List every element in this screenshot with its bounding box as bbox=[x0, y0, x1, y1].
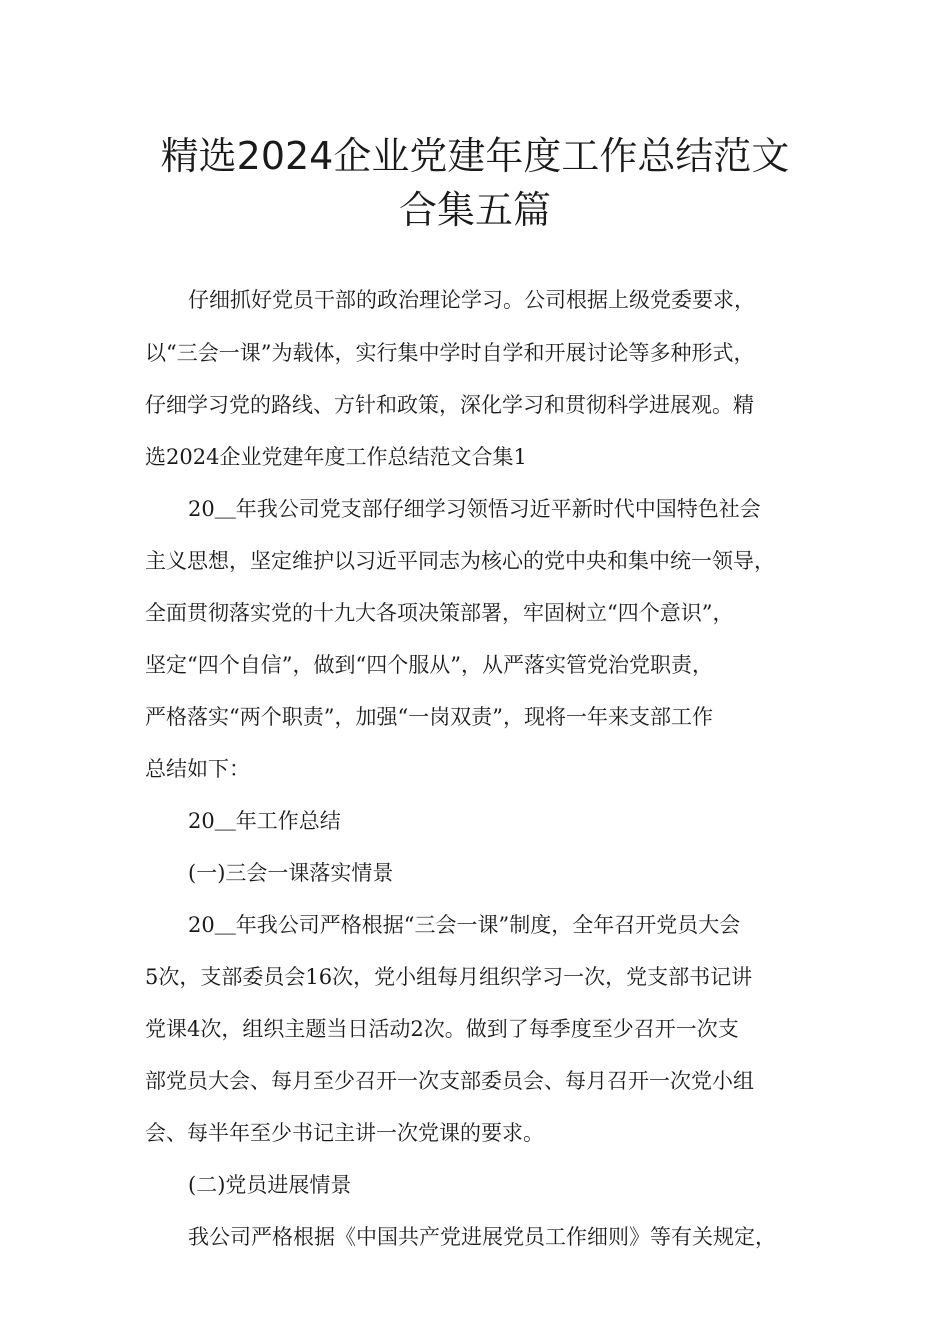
section-heading: (二)党员进展情景 bbox=[188, 1173, 352, 1197]
paragraph-line: 以“三会一课”为载体，实行集中学时自学和开展讨论等多种形式， bbox=[145, 341, 755, 365]
document-title-line-2: 合集五篇 bbox=[398, 188, 551, 232]
paragraph-line: 20＿年我公司党支部仔细学习领悟习近平新时代中国特色社会 bbox=[188, 497, 761, 521]
paragraph-line: 5次，支部委员会16次，党小组每月组织学习一次，党支部书记讲 bbox=[145, 965, 753, 989]
section-heading: 20＿年工作总结 bbox=[188, 809, 341, 833]
paragraph-line: 20＿年我公司严格根据“三会一课”制度，全年召开党员大会 bbox=[188, 913, 741, 937]
paragraph-line: 部党员大会、每月至少召开一次支部委员会、每月召开一次党小组 bbox=[145, 1069, 754, 1093]
paragraph-line: 选2024企业党建年度工作总结范文合集1 bbox=[145, 445, 527, 469]
paragraph-line: 我公司严格根据《中国共产党进展党员工作细则》等有关规定， bbox=[188, 1225, 776, 1249]
paragraph-line: 仔细抓好党员干部的政治理论学习。公司根据上级党委要求， bbox=[188, 288, 755, 312]
paragraph-line: 全面贯彻落实党的十九大各项决策部署，牢固树立“四个意识”， bbox=[145, 601, 734, 625]
paragraph-line: 党课4次，组织主题当日活动2次。做到了每季度至少召开一次支 bbox=[145, 1017, 739, 1041]
paragraph-line: 主义思想，坚定维护以习近平同志为核心的党中央和集中统一领导， bbox=[145, 549, 775, 573]
paragraph-line: 仔细学习党的路线、方针和政策，深化学习和贯彻科学进展观。精 bbox=[145, 393, 754, 417]
paragraph-line: 严格落实“两个职责”，加强“一岗双责”，现将一年来支部工作 bbox=[145, 705, 713, 729]
paragraph-line: 会、每半年至少书记主讲一次党课的要求。 bbox=[145, 1121, 544, 1145]
paragraph-line: 坚定“四个自信”，做到“四个服从”，从严落实管党治党职责， bbox=[145, 653, 713, 677]
document-title-line-1: 精选2024企业党建年度工作总结范文 bbox=[160, 134, 790, 178]
section-heading: (一)三会一课落实情景 bbox=[188, 861, 394, 885]
paragraph-line: 总结如下： bbox=[145, 757, 250, 781]
